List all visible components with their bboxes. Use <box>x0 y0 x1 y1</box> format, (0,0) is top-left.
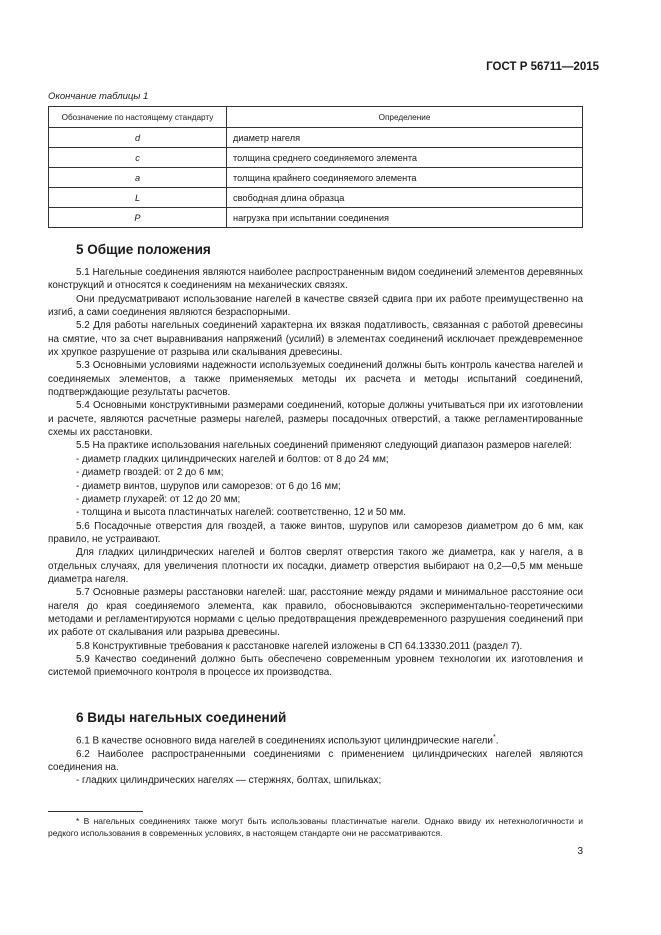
paragraph: Для гладких цилиндрических нагелей и болтов сверлят отверстия такого же диаметра, как у нагеля, а в отдельных случаях, для увеличения плотности их посадки, диаметр отверстия выбирают на 0,2—0,5 мм меньше диаметра нагеля. <box>48 547 583 585</box>
symbol-cell: c <box>49 148 227 168</box>
paragraph <box>48 731 583 748</box>
footnote-divider <box>48 811 143 812</box>
table-row <box>49 208 583 228</box>
table-header-row <box>49 107 583 128</box>
standard-designation: ГОСТ Р 56711—2015 <box>486 61 599 73</box>
paragraph-text: 6.1 В качестве основного вида нагелей в соединениях используют цилиндрические нагели <box>76 735 493 747</box>
paragraph: 5.4 Основными конструктивными размерами соединений, которые должны учитываться при их изготовлении и расчете, являются расчетные размеры нагелей, размеры посадочных отверстий, а также регламентированные схемы их расстановки. <box>48 400 583 439</box>
table-row <box>49 148 583 168</box>
section-5-heading: 5 Общие положения <box>76 242 211 257</box>
list-item: - диаметр винтов, шурупов или саморезов: от 6 до 16 мм; <box>76 480 341 492</box>
column-header-definition: Определение <box>227 107 583 128</box>
page-number: 3 <box>577 846 583 857</box>
paragraph: 5.1 Нагельные соединения являются наиболее распространенным видом соединений элементов деревянных конструкций и относятся к соединениям на механических связях. <box>48 267 583 292</box>
paragraph: 5.7 Основные размеры расстановки нагелей: шаг, расстояние между рядами и минимальное расстояние оси нагеля до края соединяемого элемента, как правило, обосновываются экспериментально-теоретическими методами и регламентируются нормами с целью предотвращения преждевременного разрушения соединений при их работе от скалывания или разрыва древесины. <box>48 587 583 639</box>
table-caption: Окончание таблицы 1 <box>48 91 149 102</box>
paragraph-end: . <box>495 735 499 747</box>
definition-cell: толщина крайнего соединяемого элемента <box>227 168 583 188</box>
paragraph: 5.2 Для работы нагельных соединений характерна их вязкая податливость, связанная с работой древесины на смятие, что за счет выравнивания напряжений (усилий) в элементах соединений исключает преждевременное их хрупкое разрушение от разрыва или скалывания древесины. <box>48 320 583 359</box>
symbols-table <box>48 106 583 228</box>
symbol-cell: L <box>49 188 227 208</box>
column-header-symbol: Обозначение по настоящему стандарту <box>49 107 227 128</box>
list-item: - диаметр глухарей: от 12 до 20 мм; <box>76 493 241 505</box>
section-6-body <box>48 731 583 788</box>
definition-cell: диаметр нагеля <box>227 128 583 148</box>
symbol-cell: a <box>49 168 227 188</box>
definition-cell: нагрузка при испытании соединения <box>227 208 583 228</box>
table-row <box>49 168 583 188</box>
section-5-body <box>48 266 583 680</box>
definition-cell: свободная длина образца <box>227 188 583 208</box>
paragraph: 6.2 Наиболее распространенными соединениями с применением цилиндрических нагелей являются соединения на. <box>48 748 583 773</box>
footnote-mark: * <box>492 734 496 741</box>
paragraph: 5.9 Качество соединений должно быть обеспечено современным уровнем технологии их изготовления и системой приемочного контроля в процессе их производства. <box>48 653 583 679</box>
definition-cell: толщина среднего соединяемого элемента <box>227 148 583 168</box>
paragraph: Они предусматривают использование нагелей в качестве связей сдвига при их работе преимущественно на изгиб, а сами соединения являются безраспорными. <box>48 293 583 319</box>
paragraph: 5.8 Конструктивные требования к расстановке нагелей изложены в СП 64.13330.2011 (раздел 7). <box>76 640 523 652</box>
list-item: - толщина и высота пластинчатых нагелей: соответственно, 12 и 50 мм. <box>76 507 406 519</box>
table-row <box>49 188 583 208</box>
list-item: - диаметр гвоздей: от 2 до 6 мм; <box>76 467 224 479</box>
symbol-cell: d <box>49 128 227 148</box>
symbol-cell: P <box>49 208 227 228</box>
paragraph: 5.3 Основными условиями надежности используемых соединений должны быть контроль качества нагелей и соединяемых элементов, а также применяемых методы их расчета и методы испытаний соединений, подтверждающие результаты расчетов. <box>48 360 583 399</box>
table-row <box>49 128 583 148</box>
paragraph: 5.5 На практике использования нагельных соединений применяют следующий диапазон размеров нагелей: <box>76 440 572 452</box>
footnote: * В нагельных соединениях также могут быть использованы пластинчатые нагели. Однако ввиду их нетехнологичности и редкого использования в современных условиях, в настоящем стандарте они не рассматриваются. <box>48 816 583 838</box>
paragraph: 5.6 Посадочные отверстия для гвоздей, а также винтов, шурупов или саморезов диаметром до 6 мм, как правило, не устраивают. <box>48 520 583 545</box>
list-item: - диаметр гладких цилиндрических нагелей и болтов: от 8 до 24 мм; <box>76 453 389 465</box>
section-6-heading: 6 Виды нагельных соединений <box>76 710 287 725</box>
list-item: - гладких цилиндрических нагелях — стержнях, болтах, шпильках; <box>76 775 382 787</box>
